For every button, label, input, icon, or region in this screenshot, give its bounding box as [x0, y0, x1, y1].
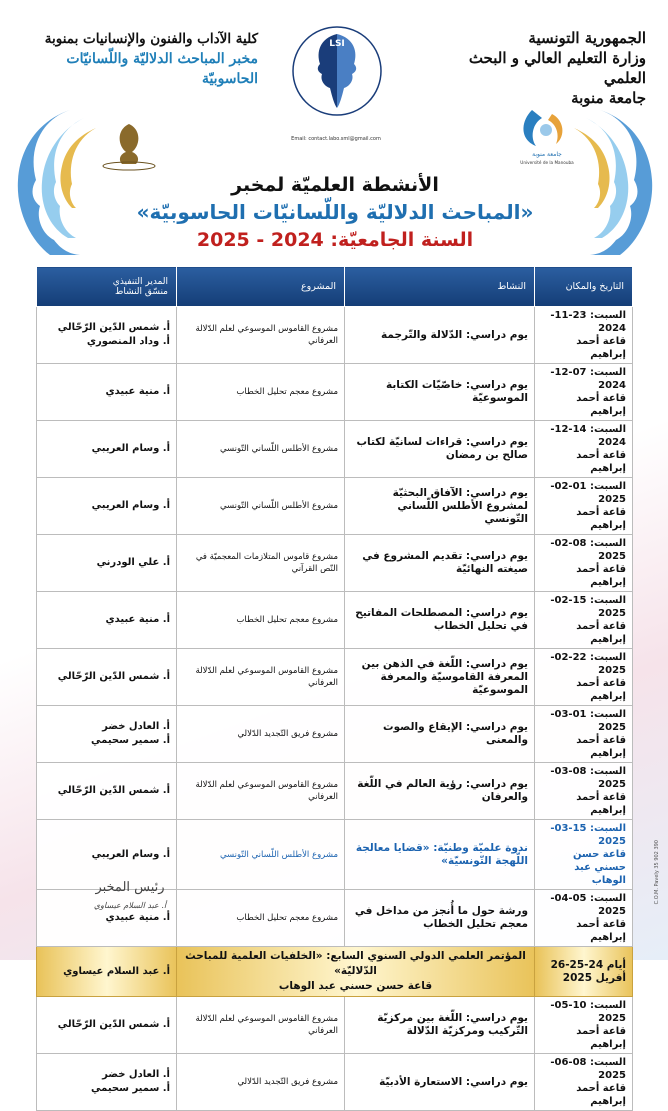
- row-project: [177, 307, 345, 364]
- conference-title-line1: المؤتمر العلمي الدولي السنوي السابع: «الخلفيات العلمية للمباحث الدّلاليّة»: [185, 950, 526, 977]
- header-supervisor-2: منسّق النشاط: [115, 286, 168, 297]
- row-supervisor: [37, 364, 177, 421]
- row-activity-text: ندوة علميّة وطنيّة: «قضايا معالجة اللّهجة التّونسيّة»: [355, 841, 528, 867]
- row-activity-text: يوم دراسي: الاستعارة الأدبيّة: [379, 1075, 528, 1088]
- row-project: [177, 1054, 345, 1111]
- footer-signature: [70, 880, 190, 910]
- row-date-room: قاعة أحمد إبراهيم: [576, 393, 626, 417]
- ministry-line: وزارة التعليم العالي و البحث العلمي: [468, 49, 646, 87]
- header-activity: النشاط: [345, 267, 535, 307]
- row-project-text: مشروع الأطلس اللّساني التّونسي: [219, 444, 338, 454]
- table-header-row: [37, 267, 633, 307]
- row-activity: [345, 763, 535, 820]
- conference-title: [177, 947, 535, 997]
- row-activity-text: يوم دراسي: خاصّيّات الكتابة الموسوعيّة: [386, 379, 528, 404]
- row-project: [177, 421, 345, 478]
- row-date-room: قاعة أحمد إبراهيم: [576, 919, 626, 943]
- faculty-emblem: [96, 120, 162, 172]
- row-activity: [345, 307, 535, 364]
- row-project-text: مشروع قاموس المتلازمات المعجميّة في النّص القرآني: [195, 552, 338, 574]
- table-row: [37, 706, 633, 763]
- row-supervisor-name: أ. منية عبيدي: [105, 614, 170, 625]
- row-supervisor-name: أ. منية عبيدي: [105, 912, 170, 923]
- row-activity: [345, 820, 535, 890]
- row-activity-text: يوم دراسي: المصطلحات المفاتيح في تحليل الخطاب: [355, 607, 528, 632]
- table-row: [37, 820, 633, 890]
- row-activity: [345, 997, 535, 1054]
- row-date-room: قاعة أحمد إبراهيم: [576, 450, 626, 474]
- table-row: [37, 649, 633, 706]
- row-date-day: السبت: 23-11-2024: [550, 310, 626, 334]
- table-row: [37, 763, 633, 820]
- row-project-text: مشروع القاموس الموسوعي لعلم الدّلالة العرفاني: [195, 324, 338, 346]
- ministry-line: الجمهورية التونسية: [528, 29, 646, 47]
- row-supervisor-name: أ. العادل خضر: [102, 721, 170, 732]
- table-row: [37, 997, 633, 1054]
- row-supervisor: [37, 1054, 177, 1111]
- row-activity-text: يوم دراسي: الآفاق البحثيّة لمشروع الأطلس اللّساني التّونسي: [392, 486, 528, 525]
- lab-logo-letters: LSI: [329, 39, 345, 49]
- row-activity: [345, 421, 535, 478]
- table-row: [37, 1054, 633, 1111]
- row-supervisor: [37, 478, 177, 535]
- row-supervisor: [37, 820, 177, 890]
- row-activity: [345, 706, 535, 763]
- title-year: السنة الجامعيّة: 2024 - 2025: [196, 229, 474, 251]
- row-date-day: السبت: 08-03-2025: [550, 766, 626, 790]
- row-date-room: قاعة أحمد إبراهيم: [576, 1083, 626, 1107]
- title-line2: «المباحث الدلاليّة واللّسانيّات الحاسوبيّة»: [136, 200, 534, 224]
- row-date-day: السبت: 01-02-2025: [550, 481, 626, 505]
- title-line1: الأنشطة العلميّة لمخبر: [231, 174, 439, 196]
- row-project-text: مشروع معجم تحليل الخطاب: [236, 913, 338, 923]
- row-supervisor: [37, 997, 177, 1054]
- row-supervisor: [37, 706, 177, 763]
- row-supervisor-name: أ. شمس الدّين الرّحّالي: [57, 1019, 170, 1030]
- conference-row: [37, 947, 633, 997]
- row-date-day: السبت: 01-03-2025: [550, 709, 626, 733]
- row-project-text: مشروع القاموس الموسوعي لعلم الدّلالة العرفاني: [195, 1014, 338, 1036]
- row-activity-text: يوم دراسي: تقديم المشروع في صيغته النهائيّة: [362, 550, 528, 575]
- ministry-line: جامعة منوبة: [571, 89, 646, 107]
- row-project: [177, 820, 345, 890]
- uni-logo-ar: جامعة منوبة: [532, 151, 562, 158]
- row-project: [177, 649, 345, 706]
- row-supervisor: [37, 592, 177, 649]
- row-project-text: مشروع فريق التّجديد الدّلالي: [237, 1077, 338, 1087]
- row-project: [177, 364, 345, 421]
- row-project-text: مشروع الأطلس اللّساني التّونسي: [219, 849, 338, 860]
- row-activity-text: يوم دراسي: الدّلالة والتّرجمة: [381, 328, 528, 341]
- row-project: [177, 706, 345, 763]
- page-titles: [100, 172, 570, 254]
- row-date-day: السبت: 05-04-2025: [550, 893, 626, 917]
- row-activity-text: يوم دراسي: قراءات لسانيّة لكتاب صالح بن رمضان: [356, 436, 528, 461]
- row-supervisor-name: أ. شمس الدّين الرّحّالي: [57, 322, 170, 333]
- row-date-day: السبت: 08-06-2025: [550, 1057, 626, 1081]
- conference-date-line2: أفريل 2025: [562, 971, 626, 984]
- row-date: [535, 592, 633, 649]
- activities-table: [36, 266, 633, 1111]
- row-date-room: قاعة أحمد إبراهيم: [576, 1026, 626, 1050]
- row-supervisor: [37, 421, 177, 478]
- row-project: [177, 592, 345, 649]
- row-date-room: قاعة أحمد إبراهيم: [576, 678, 626, 702]
- row-date-room: قاعة أحمد إبراهيم: [576, 507, 626, 531]
- ministry-block: [446, 28, 646, 108]
- conference-date: [535, 947, 633, 997]
- row-date-day: السبت: 14-12-2024: [550, 424, 626, 448]
- lab-name-line2: الحاسوبيّة: [201, 71, 258, 87]
- row-project: [177, 478, 345, 535]
- table-row: [37, 364, 633, 421]
- row-supervisor-name: أ. سمير سحيمي: [91, 735, 170, 746]
- row-supervisor-name: أ. وسام العريبي: [91, 443, 170, 454]
- table-row: [37, 535, 633, 592]
- row-activity: [345, 890, 535, 947]
- row-project-text: مشروع القاموس الموسوعي لعلم الدّلالة العرفاني: [195, 780, 338, 802]
- row-supervisor-name: أ. وسام العريبي: [91, 848, 170, 860]
- row-supervisor-name: أ. وسام العريبي: [91, 500, 170, 511]
- right-faces-decoration: [570, 110, 660, 255]
- page-header: [0, 0, 668, 262]
- table-row: [37, 421, 633, 478]
- footer-title: رئيس المخبر: [95, 880, 165, 895]
- row-date-day: السبت: 08-02-2025: [550, 538, 626, 562]
- side-code: C.O.M. Pavely 35 902 390: [654, 840, 660, 905]
- row-activity: [345, 364, 535, 421]
- conference-date-line1: أيام 24-25-26: [550, 958, 626, 971]
- row-date: [535, 421, 633, 478]
- row-date-room: قاعة أحمد إبراهيم: [576, 336, 626, 360]
- faculty-name: كلية الآداب والفنون والإنسانيات بمنوبة: [44, 31, 258, 47]
- row-supervisor-name: أ. منية عبيدي: [105, 386, 170, 397]
- row-supervisor-name: أ. شمس الدّين الرّحّالي: [57, 785, 170, 796]
- row-date-room: قاعة أحمد إبراهيم: [576, 792, 626, 816]
- header-supervisor: [37, 267, 177, 307]
- row-activity: [345, 535, 535, 592]
- row-project: [177, 890, 345, 947]
- row-activity: [345, 592, 535, 649]
- lab-center-logo: [290, 24, 384, 118]
- row-date-day: السبت: 10-05-2025: [550, 1000, 626, 1024]
- lab-name-line1: مخبر المباحث الدلاليّة واللّسانيّات: [66, 51, 258, 67]
- lab-email: Email: contact.labo.sml@gmail.com: [291, 136, 381, 142]
- row-date: [535, 763, 633, 820]
- row-date: [535, 997, 633, 1054]
- row-activity-text: ورشة حول ما أُنجز من مداخل في معجم تحليل الخطاب: [354, 905, 528, 930]
- row-activity: [345, 1054, 535, 1111]
- row-date-room: قاعة أحمد إبراهيم: [576, 564, 626, 588]
- row-activity-text: يوم دراسي: الإيقاع والصوت والمعنى: [383, 721, 528, 746]
- row-date-day: السبت: 15-02-2025: [550, 595, 626, 619]
- activities-table-wrap: [36, 266, 632, 1111]
- row-activity-text: يوم دراسي: اللّغة في الذهن بين المعرفة القاموسيّة والمعرفة الموسوعيّة: [361, 657, 528, 696]
- conference-title-line2: قاعة حسن حسني عبد الوهاب: [278, 980, 433, 992]
- row-activity: [345, 649, 535, 706]
- row-supervisor: [37, 763, 177, 820]
- row-activity-text: يوم دراسي: اللّغة بين مركزيّة التّركيب ومركزيّة الدّلالة: [377, 1012, 528, 1037]
- row-project-text: مشروع معجم تحليل الخطاب: [236, 615, 338, 625]
- conference-supervisor-name: أ. عبد السلام عيساوي: [63, 965, 170, 977]
- header-project: المشروع: [177, 267, 345, 307]
- row-date: [535, 706, 633, 763]
- row-activity-text: يوم دراسي: رؤية العالم في اللّغة والعرفان: [357, 778, 528, 803]
- row-project-text: مشروع فريق التّجديد الدّلالي: [237, 729, 338, 739]
- row-date-room: قاعة أحمد إبراهيم: [576, 735, 626, 759]
- row-supervisor: [37, 535, 177, 592]
- row-date: [535, 1054, 633, 1111]
- row-date: [535, 649, 633, 706]
- row-date: [535, 820, 633, 890]
- row-date: [535, 364, 633, 421]
- header-date: التاريخ والمكان: [535, 267, 633, 307]
- row-date-room: قاعة حسن حسني عبد الوهاب: [572, 849, 626, 886]
- row-supervisor: [37, 649, 177, 706]
- row-supervisor-name: أ. وداد المنصوري: [86, 336, 170, 347]
- row-date: [535, 307, 633, 364]
- row-supervisor-name: أ. العادل خضر: [102, 1069, 170, 1080]
- row-date: [535, 535, 633, 592]
- row-date-day: السبت: 22-02-2025: [550, 652, 626, 676]
- row-project: [177, 763, 345, 820]
- row-date-day: السبت: 07-12-2024: [550, 367, 626, 391]
- row-project-text: مشروع معجم تحليل الخطاب: [236, 387, 338, 397]
- left-faces-decoration: [10, 110, 100, 255]
- table-row: [37, 307, 633, 364]
- uni-logo-fr: Université de la Manouba: [520, 160, 574, 165]
- table-row: [37, 478, 633, 535]
- row-project-text: مشروع الأطلس اللّساني التّونسي: [219, 501, 338, 511]
- row-project: [177, 997, 345, 1054]
- faculty-block: [18, 30, 258, 89]
- row-supervisor: [37, 307, 177, 364]
- row-activity: [345, 478, 535, 535]
- table-body: [37, 307, 633, 1111]
- row-date-day: السبت: 15-03-2025: [550, 823, 626, 847]
- conference-supervisor: [37, 947, 177, 997]
- row-supervisor-name: أ. سمير سحيمي: [91, 1083, 170, 1094]
- footer-name: أ. عبد السلام عيساوي: [93, 901, 167, 910]
- row-supervisor-name: أ. علي الودرني: [96, 557, 170, 568]
- row-supervisor-name: أ. شمس الدّين الرّحّالي: [57, 671, 170, 682]
- row-project: [177, 535, 345, 592]
- header-supervisor-1: المدير التنفيذي: [112, 276, 168, 287]
- row-date: [535, 890, 633, 947]
- row-date-room: قاعة أحمد إبراهيم: [576, 621, 626, 645]
- table-row: [37, 592, 633, 649]
- row-date: [535, 478, 633, 535]
- row-project-text: مشروع القاموس الموسوعي لعلم الدّلالة العرفاني: [195, 666, 338, 688]
